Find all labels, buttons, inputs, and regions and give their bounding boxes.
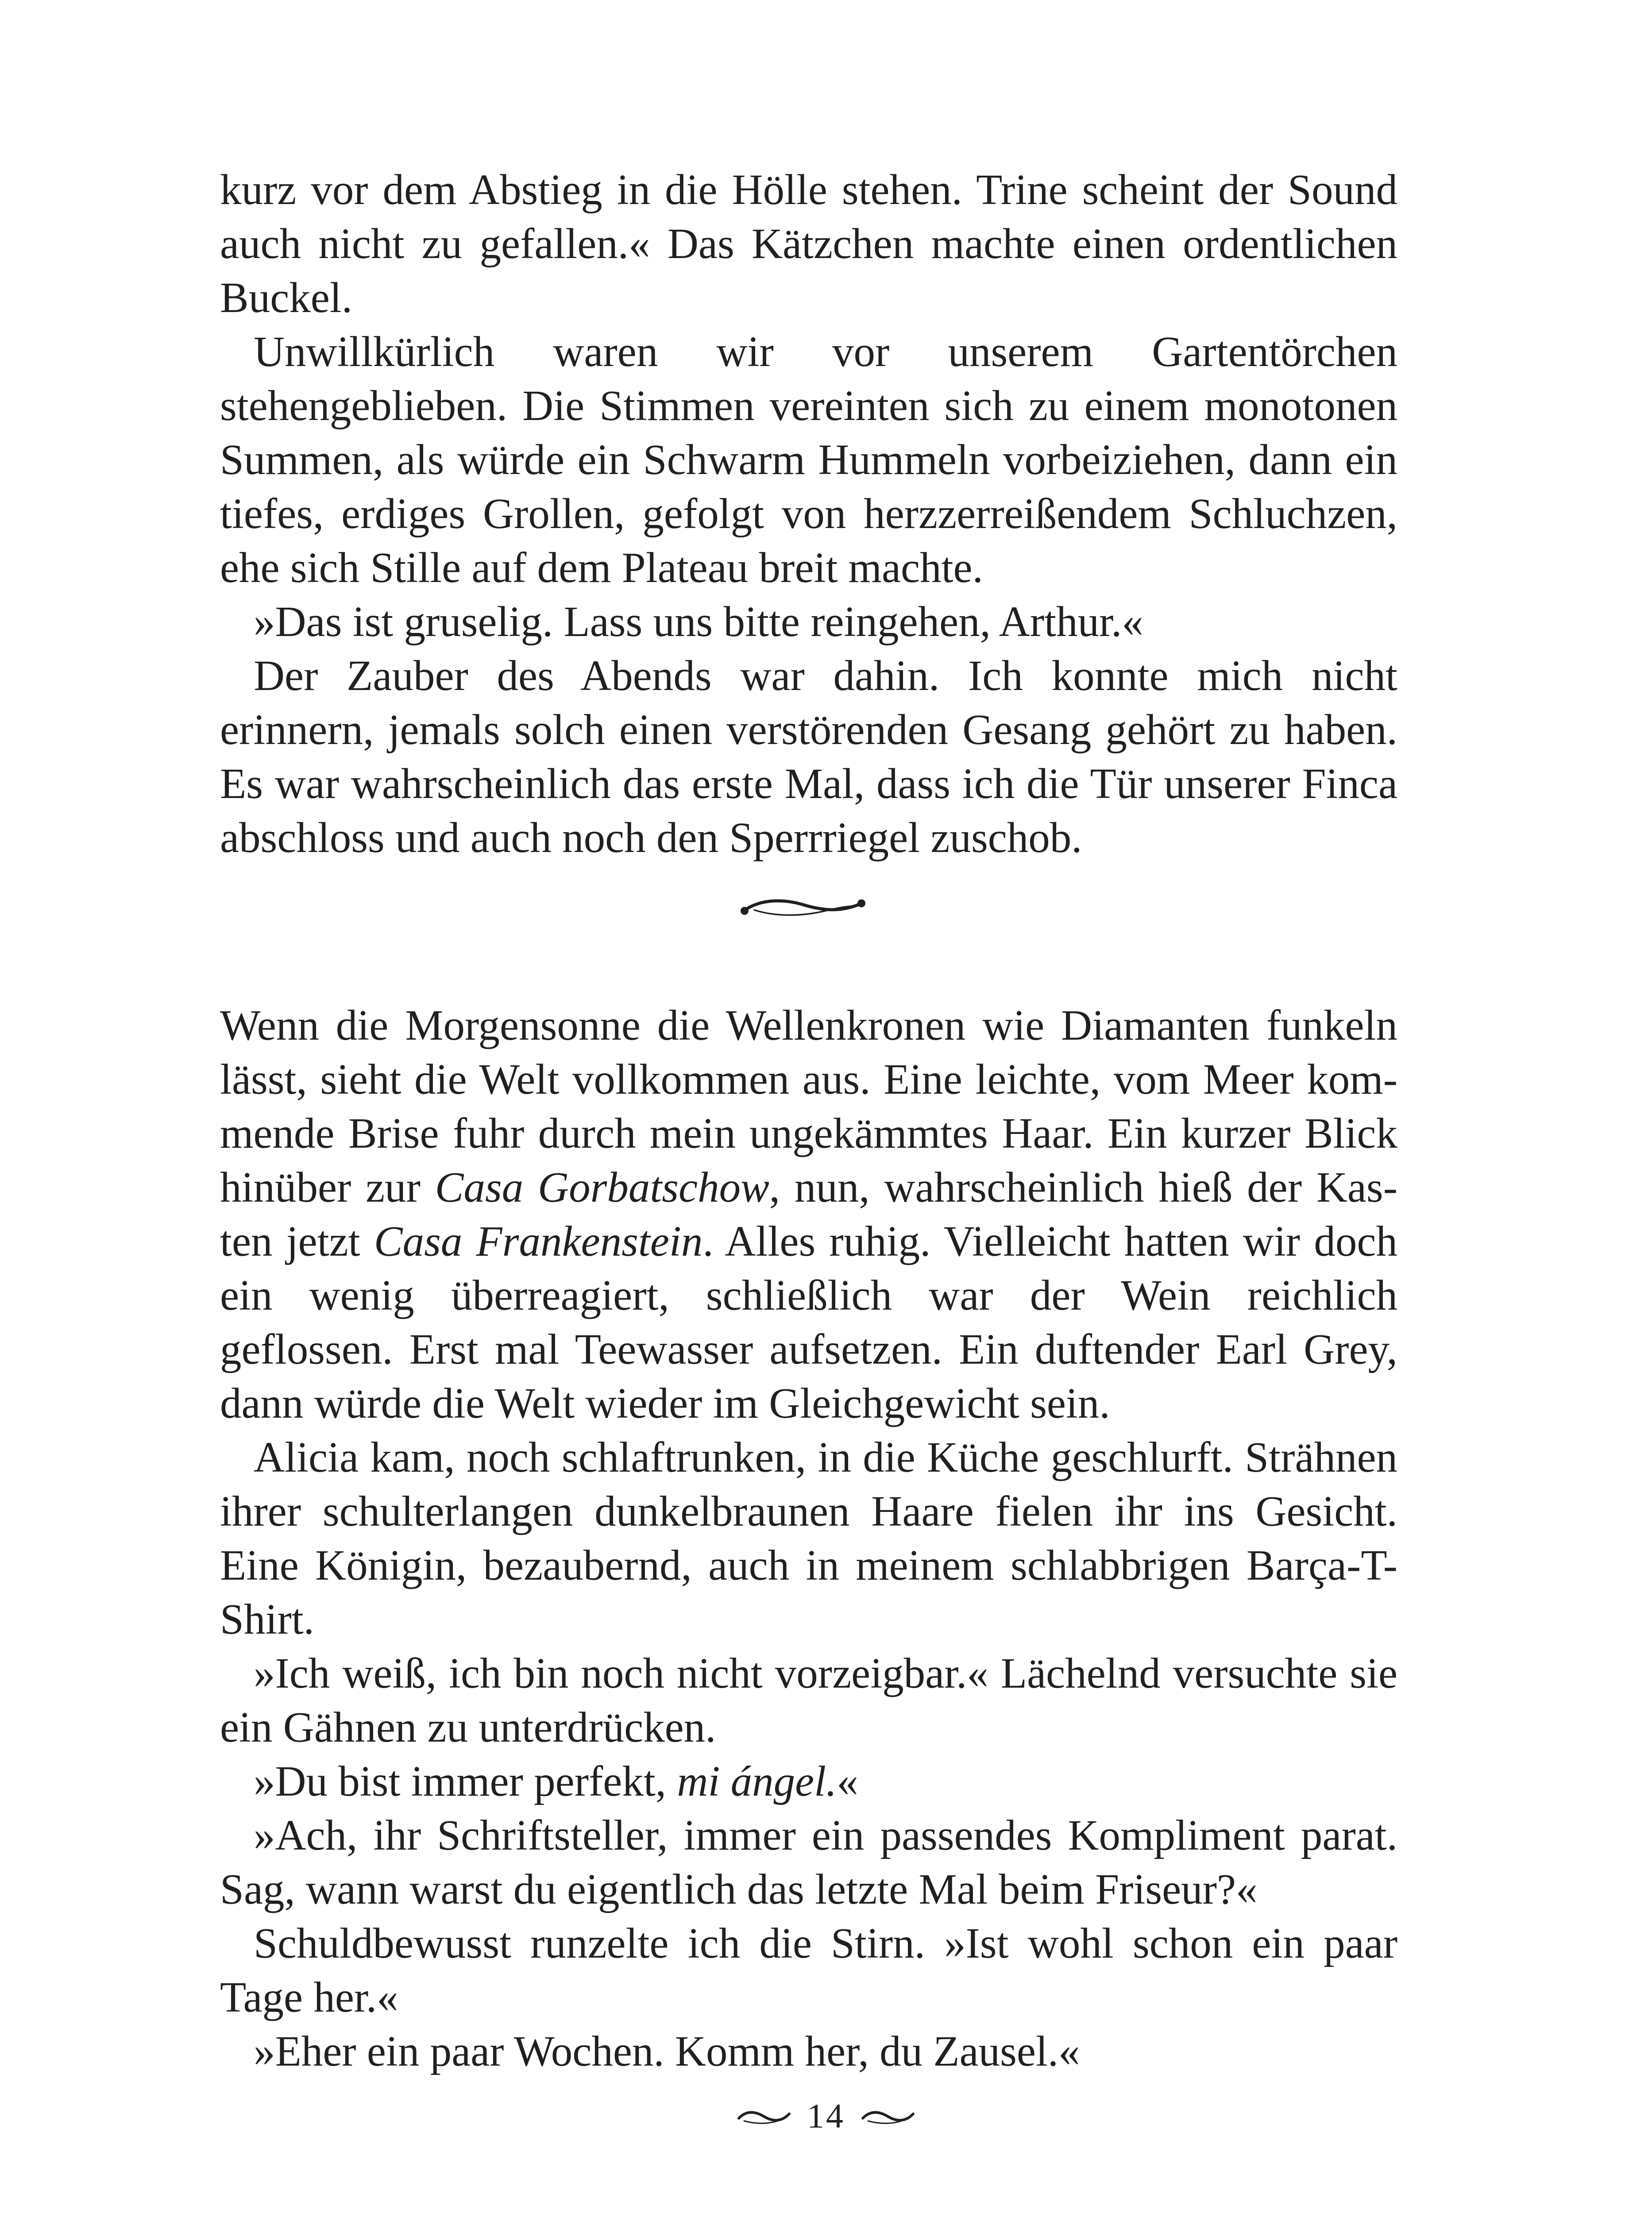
paragraph: Unwillkürlich waren wir vor unserem Gartentörchen stehengeblieben. Die Stimmen vereinten sich zu einem monotonen Summen, als würde ein Schwarm Hummeln vorbeiziehen, dann ein tiefes, erdiges Grollen, gefolgt von herzzerreißendem Schluchzen, ehe sich Stille auf dem Plateau breit machte.: [220, 328, 1397, 591]
text-section-2: [220, 999, 1397, 2078]
text-section-1: [220, 163, 1397, 865]
paragraph: »Ach, ihr Schriftsteller, immer ein passendes Kompliment parat. Sag, wann warst du eigentlich das letzte Mal beim Friseur?«: [220, 1812, 1397, 1913]
paragraph: »Das ist gruselig. Lass uns bitte reingehen, Arthur.«: [254, 598, 1143, 645]
page-footer: [0, 2092, 1652, 2140]
swash-left-icon: [735, 2105, 793, 2127]
paragraph: kurz vor dem Abstieg in die Hölle stehen. Trine scheint der Sound auch nicht zu gefallen.« Das Kätzchen machte einen ordentlichen Buckel.: [220, 166, 1397, 321]
paragraph: »Eher ein paar Wochen. Komm her, du Zausel.«: [254, 2028, 1080, 2075]
paragraph: »Ich weiß, ich bin noch nicht vorzeigbar.« Lächelnd versuchte sie ein Gähnen zu unterdrücken.: [220, 1650, 1397, 1751]
paragraph: Der Zauber des Abends war dahin. Ich konnte mich nicht erinnern, jemals solch einen verstörenden Gesang gehört zu haben. Es war wahrscheinlich das erste Mal, dass ich die Tür unserer Finca abschloss und auch noch den Sperrriegel zuschob.: [220, 652, 1397, 861]
paragraph: »Du bist immer perfekt, mi ángel.«: [254, 1758, 858, 1805]
paragraph: Alicia kam, noch schlaftrunken, in die Küche geschlurft. Strähnen ihrer schulterlangen dunkelbraunen Haare fielen ihr ins Gesicht. Eine Königin, bezaubernd, auch in meinem schlabbrigen Barça-T-Shirt.: [220, 1434, 1397, 1643]
flourish-ornament-icon: [737, 890, 869, 925]
page-number: 14: [807, 2097, 845, 2135]
paragraph: Schuldbewusst runzelte ich die Stirn. »Ist wohl schon ein paar Tage her.«: [220, 1920, 1397, 2021]
paragraph: Wenn die Morgensonne die Wellenkronen wie Diamanten funkeln lässt, sieht die Welt vollkommen aus. Eine leichte, vom Meer kommende Brise fuhr durch mein ungekämmtes Haar. Ein kurzer Blick hinüber zur Casa Gorbatschow, nun, wahrscheinlich hieß der Kasten jetzt Casa Frankenstein. Alles ruhig. Vielleicht hatten wir doch ein wenig überreagiert, schließlich war der Wein reichlich geflossen. Erst mal Teewasser aufsetzen. Ein duftender Earl Grey, dann würde die Welt wieder im Gleichgewicht sein.: [220, 1002, 1397, 1427]
swash-right-icon: [859, 2105, 917, 2127]
